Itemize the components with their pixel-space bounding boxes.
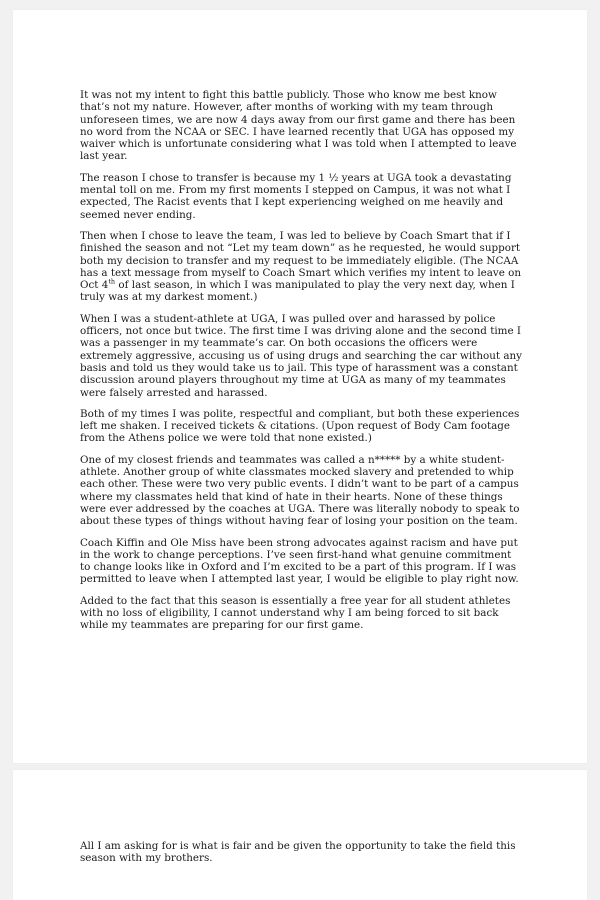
paragraph-coach-smart xyxy=(80,230,524,304)
paragraph-coach-smart-after: of last season, in which I was manipulated to play the very next day, when I truly was at my darkest moment.) xyxy=(80,279,515,304)
paragraph-eligibility: Added to the fact that this season is essentially a free year for all student athletes with no loss of eligibility, I cannot understand why I am being forced to sit back while my teammates are preparing for our first game. xyxy=(80,594,511,632)
page-1-body xyxy=(80,89,524,641)
paragraph-ole-miss: Coach Kiffin and Ole Miss have been strong advocates against racism and have put in the work to change perceptions. I’ve seen first-hand what genuine commitment to change looks like in Oxford and I’m excited to be a part of this program. If I was permitted to leave when I attempted last year, I would be eligible to play right now. xyxy=(80,536,519,586)
paragraph-police: When I was a student-athlete at UGA, I was pulled over and harassed by police officers, not once but twice. The first time I was driving alone and the second time I was a passenger in my teammate’s car. On both occasions the officers were extremely aggressive, accusing us of using drugs and searching the car without any basis and told us they would take us to jail. This type of harassment was a constant discussion around players throughout my time at UGA as many of my teammates were falsely arrested and harassed. xyxy=(80,312,523,399)
paragraph-compliant: Both of my times I was polite, respectful and compliant, but both these experiences left me shaken. I received tickets & citations. (Upon request of Body Cam footage from the Athens police we were told that none existed.) xyxy=(80,407,520,445)
paragraph-transfer-reason: The reason I chose to transfer is because my 1 ½ years at UGA took a devastating mental toll on me. From my first moments I stepped on Campus, it was not what I expected, The Racist events that I kept experiencing weighed on me heavily and seemed never ending. xyxy=(80,171,512,221)
document-page-2 xyxy=(13,770,587,900)
document-page-1 xyxy=(13,10,587,763)
page-2-body xyxy=(80,840,524,874)
paragraph-teammates: One of my closest friends and teammates was called a n***** by a white student-athlete. Another group of white classmates mocked slavery and pretended to whip each other. These were two very public events. I didn’t want to be part of a campus where my classmates held that kind of hate in their hearts. None of these things were ever addressed by the coaches at UGA. There was literally nobody to speak to about these types of things without having fear of losing your position on the team. xyxy=(80,453,520,528)
paragraph-closing: All I am asking for is what is fair and be given the opportunity to take the field this season with my brothers. xyxy=(80,840,516,865)
paragraph-coach-smart-before: Then when I chose to leave the team, I was led to believe by Coach Smart that if I finished the season and not “Let my team down” as he requested, he would support both my decision to transfer and my request to be immediately eligible. (The NCAA has a text message from myself to Coach Smart which verifies my intent to leave on Oct 4 xyxy=(80,229,522,292)
paragraph-intent: It was not my intent to fight this battle publicly. Those who know me best know that’s not my nature. However, after months of working with my team through unforeseen times, we are now 4 days away from our first game and there has been no word from the NCAA or SEC. I have learned recently that UGA has opposed my waiver which is unfortunate considering what I was told when I attempted to leave last year. xyxy=(80,89,517,163)
ordinal-suffix: th xyxy=(108,277,116,286)
